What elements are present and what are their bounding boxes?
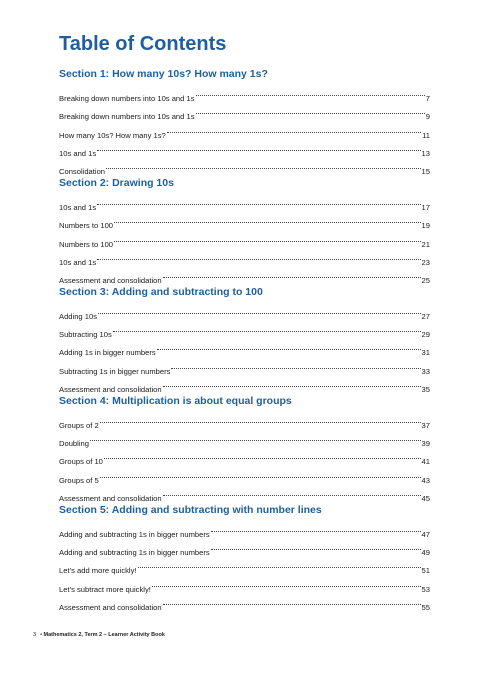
entry-page-number: 55: [421, 602, 430, 612]
entry-title: Let’s subtract more quickly!: [59, 584, 151, 594]
entry-page-number: 35: [421, 384, 430, 394]
entry-page-number: 15: [421, 166, 430, 176]
entry-page-number: 43: [421, 475, 430, 485]
entry-title: 10s and 1s: [59, 257, 97, 267]
section-heading: Section 3: Adding and subtracting to 100: [59, 285, 263, 298]
dot-leader: [104, 446, 421, 464]
entry-page-number: 45: [421, 493, 430, 503]
toc-entry[interactable]: [59, 138, 430, 156]
dot-leader: [90, 428, 421, 446]
dot-leader: [211, 519, 421, 537]
toc-entry[interactable]: [59, 83, 430, 104]
dot-leader: [152, 573, 421, 591]
section-heading: Section 1: How many 10s? How many 1s?: [59, 68, 268, 80]
entry-page-number: 53: [421, 584, 430, 594]
toc-entry[interactable]: [59, 483, 430, 501]
table-of-contents: [59, 30, 430, 610]
entry-title: Subtracting 10s: [59, 330, 112, 340]
toc-entry[interactable]: [59, 446, 430, 467]
entry-page-number: 31: [421, 348, 430, 358]
entry-page-number: 47: [421, 529, 430, 539]
entry-page-number: 23: [421, 257, 430, 267]
entry-title: How many 10s? How many 1s?: [59, 130, 166, 140]
section-4: [59, 392, 430, 501]
dot-leader: [97, 138, 420, 156]
dot-leader: [163, 592, 421, 610]
section-5: [59, 501, 430, 610]
dot-leader: [196, 101, 425, 119]
dot-leader: [97, 247, 420, 265]
dot-leader: [100, 464, 421, 482]
toc-entry[interactable]: [59, 519, 430, 537]
dot-leader: [163, 374, 421, 392]
entry-page-number: 13: [421, 148, 430, 158]
toc-entry[interactable]: [59, 265, 430, 283]
entry-title: Breaking down numbers into 10s and 1s: [59, 94, 195, 104]
entry-page-number: 17: [421, 203, 430, 213]
toc-entry[interactable]: [59, 410, 430, 428]
section-3: [59, 283, 430, 392]
section-2: [59, 174, 430, 283]
dot-leader: [167, 119, 421, 137]
section-heading: Section 2: Drawing 10s: [59, 176, 174, 189]
page-title: Table of Contents: [59, 33, 227, 55]
entry-title: Assessment and consolidation: [59, 384, 162, 394]
dot-leader: [163, 265, 421, 283]
toc-entry[interactable]: [59, 228, 430, 249]
section-heading: Section 4: Multiplication is about equal groups: [59, 394, 292, 407]
entry-title: Assessment and consolidation: [59, 602, 162, 612]
dot-leader: [100, 410, 421, 428]
entry-title: Adding and subtracting 1s in bigger numbers: [59, 529, 210, 539]
entry-title: Consolidation: [59, 166, 106, 176]
dot-leader: [171, 355, 420, 373]
dot-leader: [163, 483, 421, 501]
entry-page-number: 21: [421, 239, 430, 249]
dot-leader: [138, 555, 421, 573]
toc-entry[interactable]: [59, 337, 430, 358]
entry-title: Breaking down numbers into 10s and 1s: [59, 112, 195, 122]
entry-page-number: 19: [421, 221, 430, 231]
dot-leader: [157, 337, 421, 355]
entry-page-number: 7: [425, 94, 430, 104]
dot-leader: [98, 301, 421, 319]
entry-title: Assessment and consolidation: [59, 275, 162, 285]
entry-page-number: 39: [421, 439, 430, 449]
entry-title: Numbers to 100: [59, 221, 114, 231]
entry-title: Groups of 5: [59, 475, 99, 485]
toc-entry[interactable]: [59, 156, 430, 174]
entry-title: 10s and 1s: [59, 203, 97, 213]
entry-page-number: 29: [421, 330, 430, 340]
entry-page-number: 49: [421, 548, 430, 558]
entry-title: Groups of 10: [59, 457, 103, 467]
dot-leader: [106, 156, 421, 174]
entry-title: Let’s add more quickly!: [59, 566, 137, 576]
entry-page-number: 41: [421, 457, 430, 467]
section-heading: Section 5: Adding and subtracting with number lines: [59, 503, 322, 516]
toc-entry[interactable]: [59, 301, 430, 322]
entry-page-number: 27: [421, 312, 430, 322]
page-footer: [33, 632, 165, 638]
entry-title: Assessment and consolidation: [59, 493, 162, 503]
entry-title: Adding and subtracting 1s in bigger numbers: [59, 548, 210, 558]
toc-entry[interactable]: [59, 247, 430, 265]
entry-title: Subtracting 1s in bigger numbers: [59, 366, 171, 376]
toc-entry[interactable]: [59, 319, 430, 340]
entry-title: Numbers to 100: [59, 239, 114, 249]
entry-page-number: 11: [422, 130, 430, 140]
toc-entry[interactable]: [59, 428, 430, 449]
toc-entry[interactable]: [59, 210, 430, 231]
dot-leader: [114, 210, 421, 228]
entry-page-number: 9: [425, 112, 430, 122]
toc-entry[interactable]: [59, 464, 430, 485]
entry-page-number: 37: [421, 421, 430, 430]
entry-page-number: 51: [421, 566, 430, 576]
entry-page-number: 33: [421, 366, 430, 376]
entry-page-number: 25: [421, 275, 430, 285]
entry-title: Groups of 2: [59, 421, 99, 430]
footer-page-number: 3: [33, 632, 37, 638]
entry-title: Adding 1s in bigger numbers: [59, 348, 156, 358]
dot-leader: [113, 319, 421, 337]
footer-book-title: Mathematics 2, Term 2 – Learner Activity Book: [43, 632, 165, 638]
toc-entry[interactable]: [59, 192, 430, 213]
entry-title: Adding 10s: [59, 312, 97, 322]
section-1: [59, 65, 430, 174]
dot-leader: [97, 192, 420, 210]
footer-bullet: •: [40, 632, 42, 638]
dot-leader: [211, 537, 421, 555]
dot-leader: [196, 83, 425, 101]
dot-leader: [114, 228, 421, 246]
entry-title: Doubling: [59, 439, 89, 449]
entry-title: 10s and 1s: [59, 148, 97, 158]
